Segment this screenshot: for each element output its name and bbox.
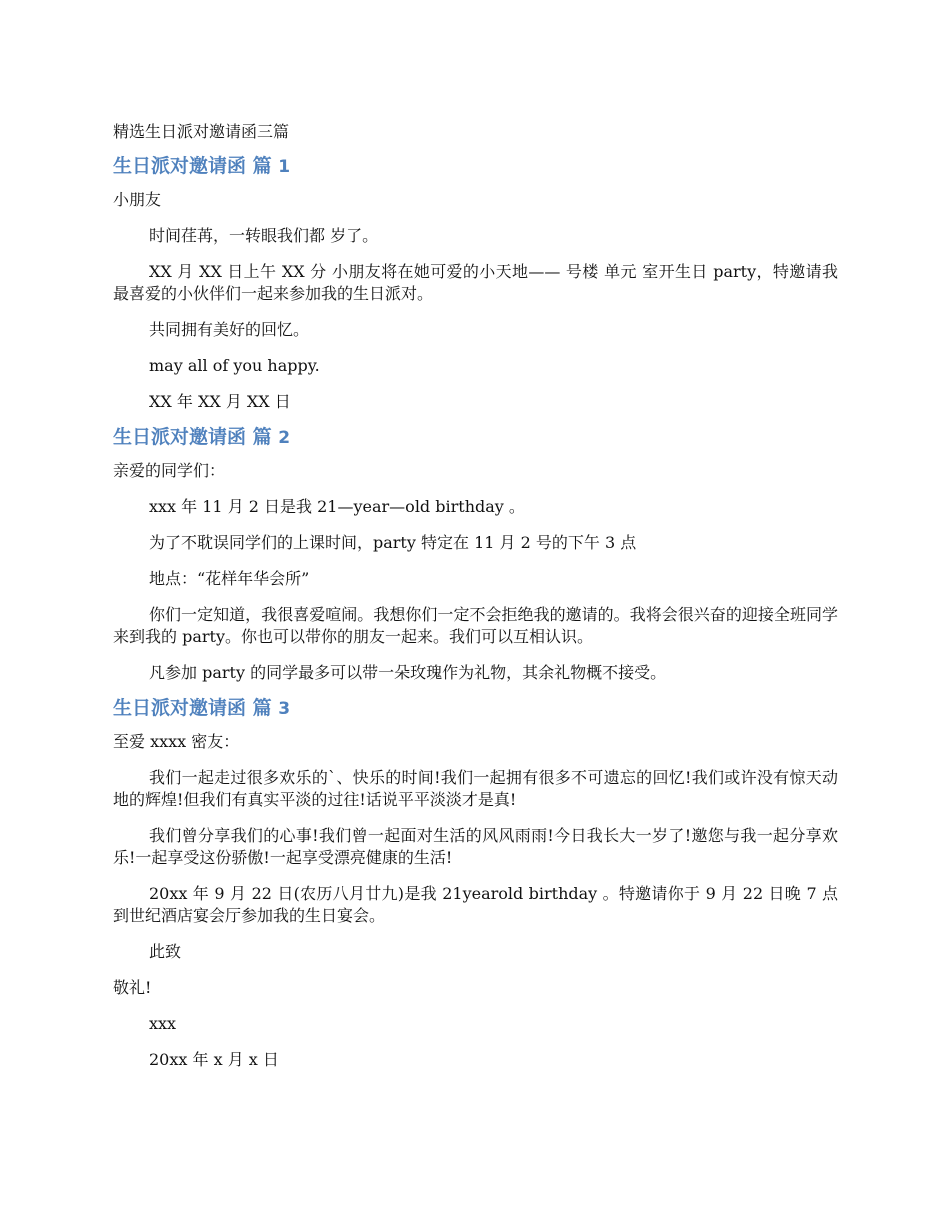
paragraph: 此致 [149, 942, 182, 961]
paragraph: 20xx 年 x 月 x 日 [149, 1050, 279, 1069]
section-heading-number: 3 [278, 699, 291, 719]
section-heading-text: 生日派对邀请函 篇 [113, 697, 272, 719]
paragraph: xxx 年 11 月 2 日是我 21—year—old birthday 。 [149, 497, 525, 516]
paragraph: 我们曾分享我们的心事!我们曾一起面对生活的风风雨雨!今日我长大一岁了!邀您与我一起分享欢乐!一起享受这份骄傲!一起享受漂亮健康的生活! [113, 826, 838, 867]
paragraph: 你们一定知道，我很喜爱喧闹。我想你们一定不会拒绝我的邀请的。我将会很兴奋的迎接全班同学来到我的 party。你也可以带你的朋友一起来。我们可以互相认识。 [113, 605, 838, 646]
section-2 [113, 423, 838, 684]
paragraph: 亲爱的同学们： [113, 461, 226, 480]
paragraph: 共同拥有美好的回忆。 [149, 320, 310, 339]
section-heading-number: 2 [278, 428, 291, 448]
paragraph: 凡参加 party 的同学最多可以带一朵玫瑰作为礼物，其余礼物概不接受。 [149, 663, 667, 682]
section-heading-text: 生日派对邀请函 篇 [113, 426, 272, 448]
section-heading-2 [113, 423, 838, 452]
section-3 [113, 694, 838, 1071]
section-heading-number: 1 [278, 157, 291, 177]
paragraph: XX 月 XX 日上午 XX 分 小朋友将在她可爱的小天地—— 号楼 单元 室开生日 party，特邀请我最喜爱的小伙伴们一起来参加我的生日派对。 [113, 262, 838, 303]
section-1 [113, 152, 838, 413]
paragraph: 至爱 xxxx 密友： [113, 732, 240, 751]
paragraph: XX 年 XX 月 XX 日 [149, 392, 291, 411]
paragraph: 敬礼! [113, 978, 152, 997]
paragraph: 时间荏苒，一转眼我们都 岁了。 [149, 226, 379, 245]
paragraph: xxx [149, 1014, 177, 1033]
paragraph: 为了不耽误同学们的上课时间，party 特定在 11 月 2 号的下午 3 点 [149, 533, 637, 552]
section-heading-text: 生日派对邀请函 篇 [113, 155, 272, 177]
paragraph: 我们一起走过很多欢乐的`、快乐的时间!我们一起拥有很多不可遗忘的回忆!我们或许没有惊天动地的辉煌!但我们有真实平淡的过往!话说平平淡淡才是真! [113, 768, 838, 809]
document-title: 精选生日派对邀请函三篇 [113, 122, 290, 141]
paragraph: 20xx 年 9 月 22 日(农历八月廿九)是我 21yearold birthday 。特邀请你于 9 月 22 日晚 7 点到世纪酒店宴会厅参加我的生日宴会。 [113, 884, 838, 925]
section-heading-3 [113, 694, 838, 723]
paragraph: 小朋友 [113, 190, 162, 209]
paragraph: 地点：“花样年华会所” [149, 569, 310, 588]
paragraph: may all of you happy. [149, 356, 320, 375]
section-heading-1 [113, 152, 838, 181]
document-page [113, 120, 838, 1085]
